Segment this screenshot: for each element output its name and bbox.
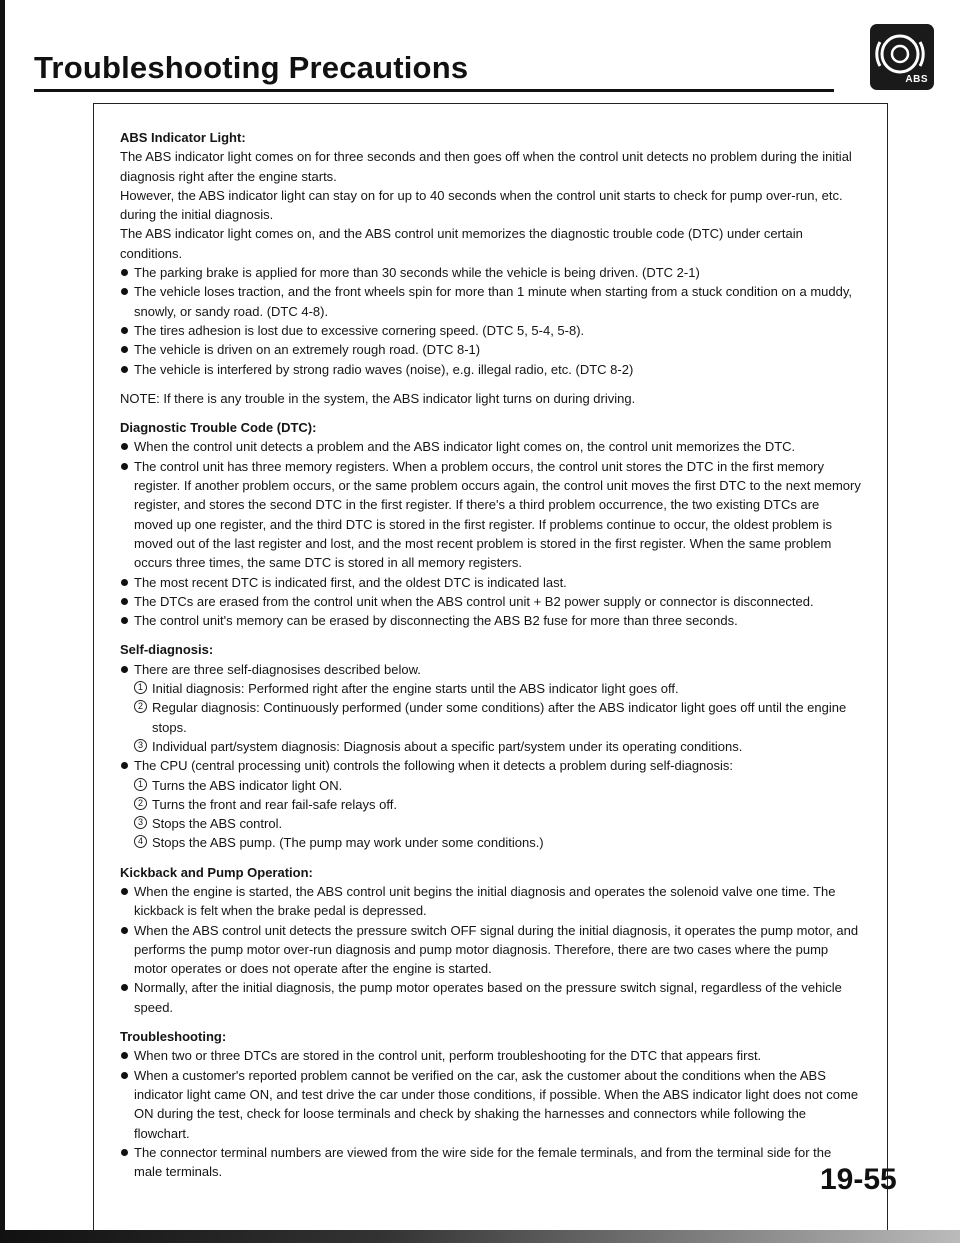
troubleshooting-bullet: The connector terminal numbers are viewed from the wire side for the female terminals, and from the terminal side for the male terminals. — [120, 1143, 861, 1182]
selfdiag-subitem — [120, 737, 861, 756]
title-rule — [34, 89, 834, 92]
content-body — [94, 104, 887, 1181]
subitem-text: Turns the ABS indicator light ON. — [152, 777, 343, 793]
subitem-text: Initial diagnosis: Performed right after the engine starts until the ABS indicator light goes off. — [152, 681, 679, 697]
dtc-bullet: The control unit has three memory registers. When a problem occurs, the control unit stores the DTC in the first memory register. If another problem occurs, or the same problem occurs again, the control unit moves the first DTC to the next memory register, and stores the second DTC in the first register. If there's a third problem occurrence, the two existing DTCs are moved up one register, and the third DTC is stored in the first register. If problems continue to occur, the oldest problem is moved out of the last register and lost, and the most recent problem is stored in the first register. When the same problem occurs three times, the same DTC is stored in all memory registers. — [120, 457, 861, 573]
indicator-bullet: The vehicle is interfered by strong radio waves (noise), e.g. illegal radio, etc. (DTC 8-2) — [120, 360, 861, 379]
dtc-heading: Diagnostic Trouble Code (DTC): — [120, 420, 317, 436]
dtc-bullet: When the control unit detects a problem and the ABS indicator light comes on, the control unit memorizes the DTC. — [120, 437, 861, 456]
abs-section-badge — [870, 24, 934, 90]
indicator-intro-2: However, the ABS indicator light can stay on for up to 40 seconds when the control unit starts to check for pump over-run, etc. during the initial diagnosis. — [120, 187, 843, 223]
circled-number-icon: 2 — [134, 700, 147, 713]
indicator-heading: ABS Indicator Light: — [120, 130, 246, 145]
troubleshooting-heading: Troubleshooting: — [120, 1029, 227, 1045]
cpu-action-item — [120, 833, 861, 852]
circled-number-icon: 1 — [134, 681, 147, 694]
kickback-heading: Kickback and Pump Operation: — [120, 864, 313, 880]
circled-number-icon: 4 — [134, 835, 147, 848]
kickback-bullet: Normally, after the initial diagnosis, the pump motor operates based on the pressure switch signal, regardless of the vehicle speed. — [120, 978, 861, 1017]
page-number: 19-55 — [820, 1163, 897, 1196]
kickback-bullet: When the engine is started, the ABS control unit begins the initial diagnosis and operates the solenoid valve one time. The kickback is felt when the brake pedal is depressed. — [120, 882, 861, 921]
cpu-action-item — [120, 795, 861, 814]
subitem-text: Turns the front and rear fail-safe relays off. — [152, 796, 397, 812]
subitem-text: Individual part/system diagnosis: Diagnosis about a specific part/system under its operating conditions. — [152, 738, 743, 754]
dtc-bullet: The most recent DTC is indicated first, and the oldest DTC is indicated last. — [120, 573, 861, 592]
subitem-text: Stops the ABS control. — [152, 816, 283, 832]
selfdiag-heading: Self-diagnosis: — [120, 642, 214, 658]
subitem-text: Stops the ABS pump. (The pump may work under some conditions.) — [152, 835, 544, 851]
content-box — [93, 103, 888, 1233]
circled-number-icon: 3 — [134, 816, 147, 829]
circled-number-icon: 2 — [134, 797, 147, 810]
indicator-intro-1: The ABS indicator light comes on for three seconds and then goes off when the control unit detects no problem during the initial diagnosis right after the engine starts. — [120, 149, 852, 184]
troubleshooting-bullet: When a customer's reported problem cannot be verified on the car, ask the customer about the conditions when the ABS indicator light came ON, and test drive the car under those conditions, if possible. When the ABS indicator light does not come ON during the test, check for loose terminals and check by shaking the harnesses and connectors while following the flowchart. — [120, 1066, 861, 1143]
cpu-action-item — [120, 814, 861, 833]
indicator-bullet: The vehicle is driven on an extremely rough road. (DTC 8-1) — [120, 340, 861, 359]
troubleshooting-bullet: When two or three DTCs are stored in the control unit, perform troubleshooting for the DTC that appears first. — [120, 1046, 861, 1065]
abs-badge-label: ABS — [905, 74, 928, 85]
indicator-bullet: The tires adhesion is lost due to excessive cornering speed. (DTC 5, 5-4, 5-8). — [120, 321, 861, 340]
cpu-action-item — [120, 776, 861, 795]
circled-number-icon: 1 — [134, 778, 147, 791]
dtc-bullet: The DTCs are erased from the control unit when the ABS control unit + B2 power supply or connector is disconnected. — [120, 592, 861, 611]
circled-number-icon: 3 — [134, 739, 147, 752]
footer-bar — [0, 1230, 960, 1243]
selfdiag-bullet: The CPU (central processing unit) controls the following when it detects a problem during self-diagnosis: — [120, 756, 861, 775]
dtc-bullet: The control unit's memory can be erased by disconnecting the ABS B2 fuse for more than three seconds. — [120, 611, 861, 630]
kickback-bullet: When the ABS control unit detects the pressure switch OFF signal during the initial diagnosis, it operates the pump motor, and performs the pump motor over-run diagnosis and pump motor diagnosis. Therefore, there are two cases where the pump motor operates or does not operate after the engine is started. — [120, 921, 861, 979]
binding-edge — [0, 0, 5, 1243]
page-title: Troubleshooting Precautions — [34, 50, 469, 85]
indicator-note: NOTE: If there is any trouble in the system, the ABS indicator light turns on during driving. — [120, 390, 636, 406]
indicator-bullet: The vehicle loses traction, and the front wheels spin for more than 1 minute when starting from a stuck condition on a muddy, snowly, or sandy road. (DTC 4-8). — [120, 282, 861, 321]
indicator-intro-3: The ABS indicator light comes on, and the ABS control unit memorizes the diagnostic trouble code (DTC) under certain conditions. — [120, 226, 803, 261]
selfdiag-subitem — [120, 698, 861, 737]
selfdiag-bullet: There are three self-diagnosises described below. — [120, 660, 861, 679]
subitem-text: Regular diagnosis: Continuously performed (under some conditions) after the ABS indicator light goes off until the engine stops. — [152, 700, 847, 735]
selfdiag-subitem — [120, 679, 861, 698]
indicator-bullet: The parking brake is applied for more than 30 seconds while the vehicle is being driven. (DTC 2-1) — [120, 263, 861, 282]
